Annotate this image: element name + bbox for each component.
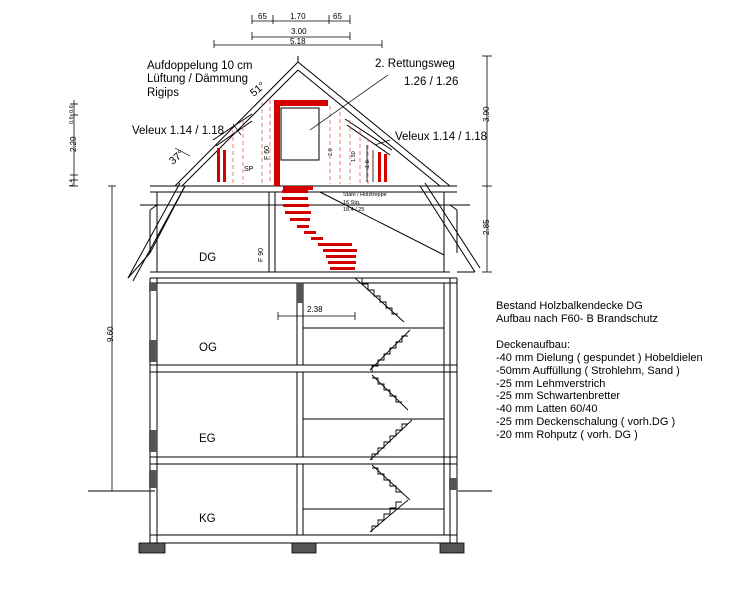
dim-top-518: 5.18 (290, 37, 306, 46)
dim-dormer-20: 2.0 (328, 148, 334, 156)
notes-layer: -25 mm Lehmverstrich (496, 377, 606, 390)
dim-left-small-b: 0.6 (69, 116, 75, 124)
notes-layer: -40 mm Dielung ( gespundet ) Hobeldielen (496, 351, 703, 364)
dim-dormer-150: 1.50 (351, 151, 357, 162)
dim-left-small-c: 1.4 (69, 179, 75, 187)
notes-layer: -25 mm Deckenschalung ( vorh.DG ) (496, 416, 676, 429)
notes-spacer (496, 326, 746, 339)
dim-top-left: 65 (258, 12, 267, 21)
label-sp: SP (244, 166, 254, 173)
label-escape-1: 2. Rettungsweg (375, 58, 455, 70)
lower-stairs (355, 278, 412, 532)
dim-top-mid: 1.70 (290, 12, 306, 21)
foundations (139, 543, 464, 553)
notes-layers-title: Deckenaufbau: (496, 338, 570, 351)
angle-51: 51° (248, 79, 268, 100)
notes-title-2: Aufbau nach F60- B Brandschutz (496, 312, 659, 325)
dim-right-390: 3.90 (482, 106, 491, 122)
building-walls (140, 192, 470, 543)
label-insulation-3: Rigips (147, 87, 179, 99)
label-stair-1: Stahl / Holztreppe (343, 192, 387, 198)
notes-layer: -25 mm Schwartenbretter (496, 390, 621, 403)
escape-window (281, 108, 319, 160)
label-veleux-right: Veleux 1.14 / 1.18 (395, 131, 488, 143)
notes-title-1: Bestand Holzbalkendecke DG (496, 300, 643, 312)
floor-eg: EG (199, 433, 216, 445)
dim-right-285: 2.85 (482, 219, 491, 235)
floor-og: OG (199, 342, 217, 354)
dim-left-960: 9.60 (106, 326, 115, 342)
dim-left-220: 2.20 (69, 136, 78, 152)
notes-layer: -50mm Auffüllung ( Strohlehm, Sand ) (496, 364, 680, 377)
label-f90: F 90 (258, 247, 265, 262)
dim-span-238: 2.38 (307, 305, 323, 314)
dim-top-300: 3.00 (291, 27, 307, 36)
notes-layer: -40 mm Latten 60/40 (496, 403, 598, 416)
label-veleux-left: Veleux 1.14 / 1.18 (132, 125, 225, 137)
dim-left-small-a: 0.6 (69, 105, 75, 113)
dim-dormer-10: 1.0 (365, 160, 371, 168)
construction-notes (496, 300, 746, 442)
roof (128, 56, 480, 281)
label-f60: F 60 (264, 145, 271, 160)
floor-kg: KG (199, 513, 216, 525)
label-stair-2: 16 Stg. (343, 200, 361, 206)
floor-dg: DG (199, 252, 217, 264)
dim-top-right: 65 (333, 12, 342, 21)
label-insulation-2: Lüftung / Dämmung (147, 73, 249, 85)
label-insulation-1: Aufdoppelung 10 cm (147, 60, 253, 72)
label-stair-3: 18.4 / 25 (343, 207, 365, 213)
label-escape-2: 1.26 / 1.26 (404, 76, 459, 88)
notes-layer: -20 mm Rohputz ( vorh. DG ) (496, 429, 638, 442)
angle-37: 37° (167, 147, 187, 168)
